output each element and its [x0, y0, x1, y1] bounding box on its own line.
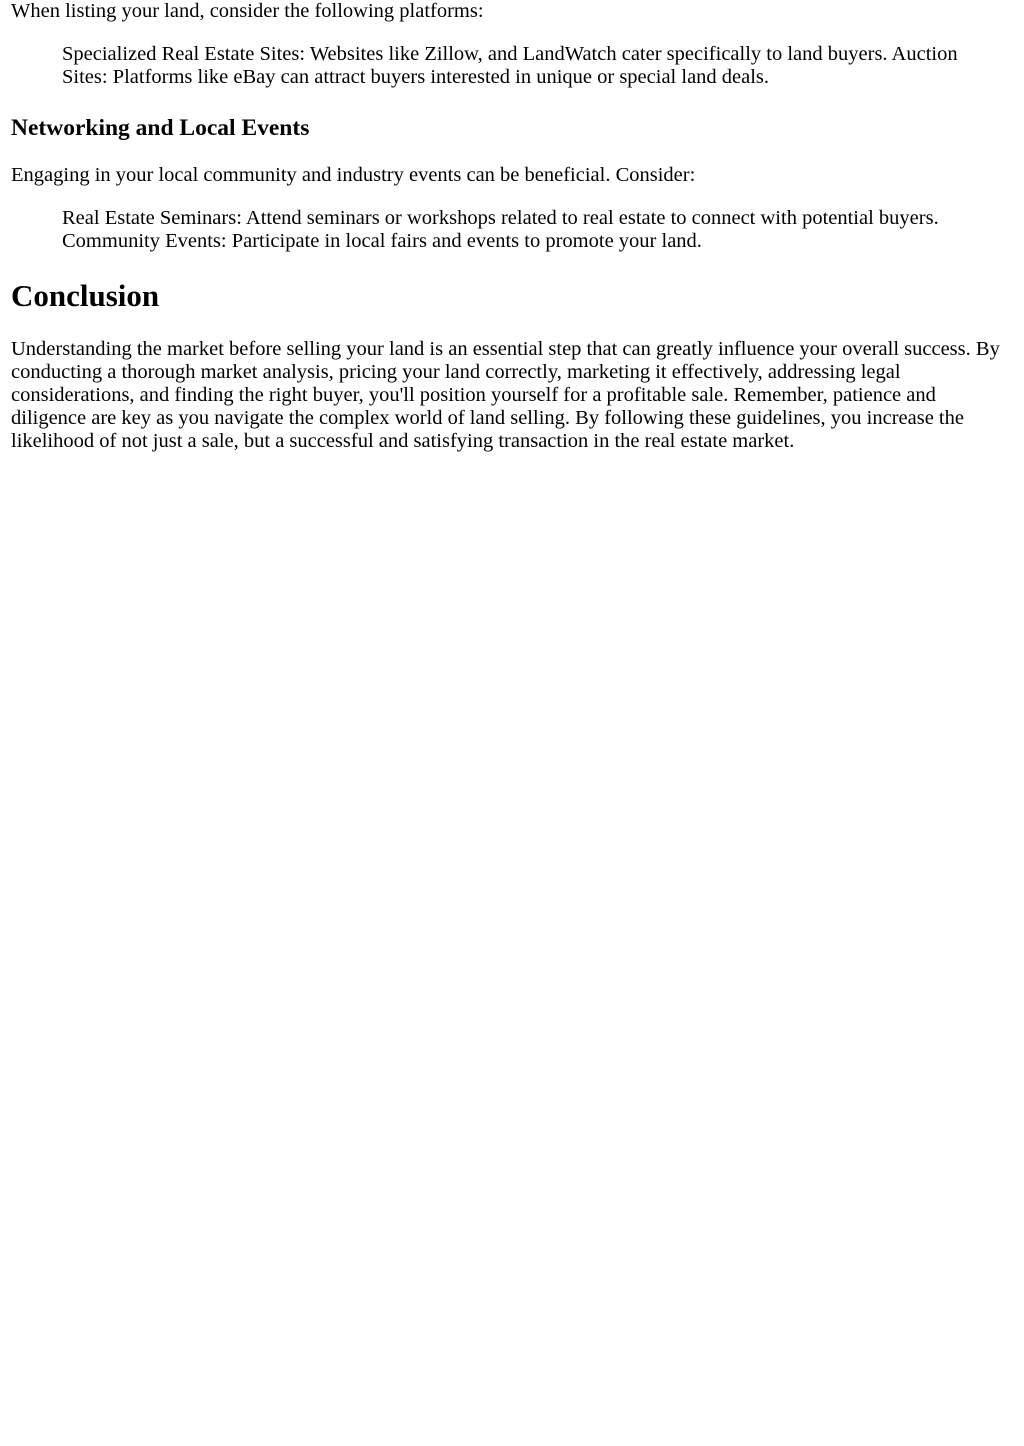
article-body — [11, 0, 1013, 453]
platforms-quote: Specialized Real Estate Sites: Websites like Zillow, and LandWatch cater specifically to land buyers. Auction Sites: Platforms like eBay can attract buyers interested in unique or special land deals. — [62, 43, 958, 88]
conclusion-heading: Conclusion — [11, 278, 160, 313]
platforms-intro: When listing your land, consider the following platforms: — [11, 0, 484, 22]
networking-quote: Real Estate Seminars: Attend seminars or workshops related to real estate to connect with potential buyers. Community Events: Participate in local fairs and events to promote your land. — [62, 207, 939, 252]
conclusion-paragraph: Understanding the market before selling your land is an essential step that can greatly influence your overall success. By conducting a thorough market analysis, pricing your land correctly, marketing it effectively, addressing legal considerations, and finding the right buyer, you'll position yourself for a profitable sale. Remember, patience and diligence are key as you navigate the complex world of land selling. By following these guidelines, you increase the likelihood of not just a sale, but a successful and satisfying transaction in the real estate market. — [11, 338, 1000, 452]
networking-heading: Networking and Local Events — [11, 115, 310, 141]
networking-intro: Engaging in your local community and industry events can be beneficial. Consider: — [11, 164, 696, 186]
